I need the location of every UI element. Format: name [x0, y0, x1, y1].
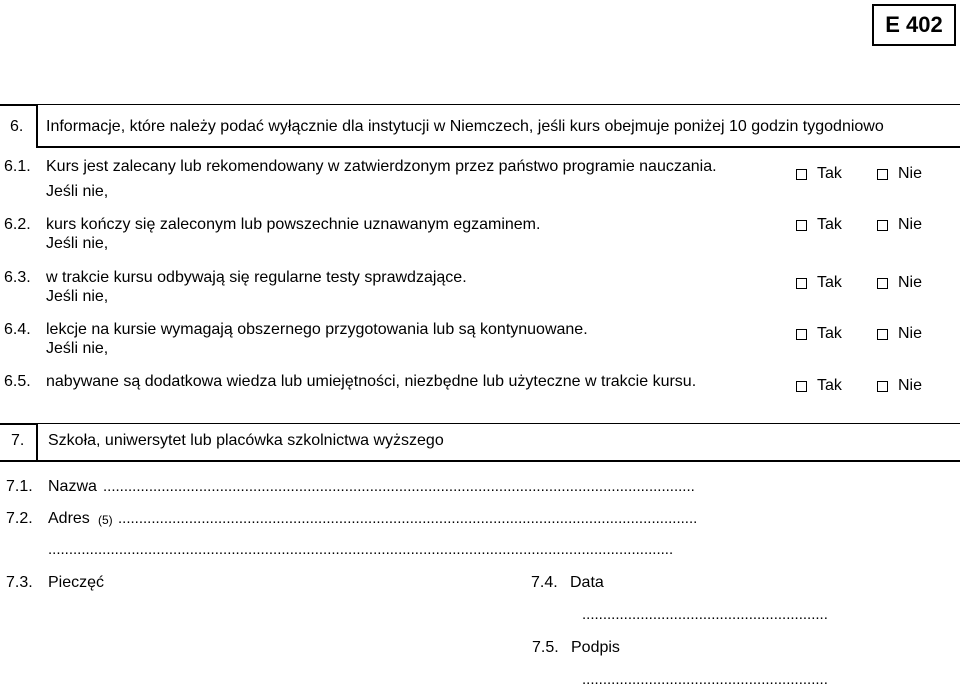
- signature-label: Podpis: [571, 639, 620, 656]
- item-number: 6.4.: [4, 321, 31, 338]
- no-checkbox[interactable]: [877, 379, 888, 397]
- no-checkbox[interactable]: [877, 327, 888, 345]
- no-label: Nie: [898, 274, 923, 291]
- item-number: 6.1.: [4, 158, 31, 175]
- no-checkbox[interactable]: [877, 167, 888, 185]
- section-6-title: Informacje, które należy podać wyłącznie dla instytucji w Niemczech, jeśli kurs obejmuje poniżej 10 godzin tygodniowo: [46, 118, 884, 135]
- name-field[interactable]: ..............................................................................................................................................: [103, 478, 695, 495]
- item-sub: Jeśli nie,: [46, 235, 109, 252]
- item-text: kurs kończy się zaleconym lub powszechnie uznawanym egzaminem.: [46, 216, 541, 233]
- signature-number: 7.5.: [532, 639, 559, 656]
- no-label: Nie: [898, 377, 923, 394]
- stamp-label: Pieczęć: [48, 574, 105, 591]
- address-field[interactable]: ...........................................................................................................................................: [118, 510, 698, 527]
- yes-checkbox[interactable]: [796, 327, 807, 345]
- name-label: Nazwa: [48, 478, 97, 495]
- item-text: lekcje na kursie wymagają obszernego przygotowania lub są kontynuowane.: [46, 321, 588, 338]
- item-number: 6.2.: [4, 216, 31, 233]
- no-checkbox[interactable]: [877, 276, 888, 294]
- form-code: E 402: [872, 4, 956, 46]
- item-number: 6.5.: [4, 373, 31, 390]
- date-number: 7.4.: [531, 574, 558, 591]
- item-text: nabywane są dodatkowa wiedza lub umiejętności, niezbędne lub użyteczne w trakcie kursu.: [46, 373, 697, 390]
- address-label: Adres: [48, 510, 90, 527]
- yes-checkbox[interactable]: [796, 167, 807, 185]
- yes-label: Tak: [817, 216, 842, 233]
- section-6-top-rule: [38, 104, 960, 105]
- stamp-number: 7.3.: [6, 574, 33, 591]
- yes-checkbox[interactable]: [796, 276, 807, 294]
- yes-checkbox[interactable]: [796, 218, 807, 236]
- item-sub: Jeśli nie,: [46, 183, 109, 200]
- signature-field[interactable]: ...........................................................: [582, 671, 828, 688]
- item-sub: Jeśli nie,: [46, 340, 109, 357]
- section-6-number: 6.: [10, 118, 24, 135]
- address-field-line2[interactable]: ......................................................................................................................................................: [48, 541, 674, 558]
- yes-label: Tak: [817, 377, 842, 394]
- item-text: w trakcie kursu odbywają się regularne testy sprawdzające.: [46, 269, 467, 286]
- yes-label: Tak: [817, 165, 842, 182]
- address-footnote: (5): [98, 513, 113, 527]
- no-label: Nie: [898, 165, 923, 182]
- item-text: Kurs jest zalecany lub rekomendowany w zatwierdzonym przez państwo programie nauczania.: [46, 158, 717, 175]
- section-7-title: Szkoła, uniwersytet lub placówka szkolnictwa wyższego: [48, 432, 444, 449]
- section-7-divider: [0, 460, 960, 462]
- section-6-divider: [38, 146, 960, 148]
- section-7-number: 7.: [11, 432, 25, 449]
- date-label: Data: [570, 574, 604, 591]
- item-number: 6.3.: [4, 269, 31, 286]
- yes-label: Tak: [817, 274, 842, 291]
- name-number: 7.1.: [6, 478, 33, 495]
- no-label: Nie: [898, 216, 923, 233]
- item-sub: Jeśli nie,: [46, 288, 109, 305]
- no-checkbox[interactable]: [877, 218, 888, 236]
- address-number: 7.2.: [6, 510, 33, 527]
- section-7-top-rule: [38, 423, 960, 424]
- date-field[interactable]: ...........................................................: [582, 606, 828, 623]
- no-label: Nie: [898, 325, 923, 342]
- yes-label: Tak: [817, 325, 842, 342]
- yes-checkbox[interactable]: [796, 379, 807, 397]
